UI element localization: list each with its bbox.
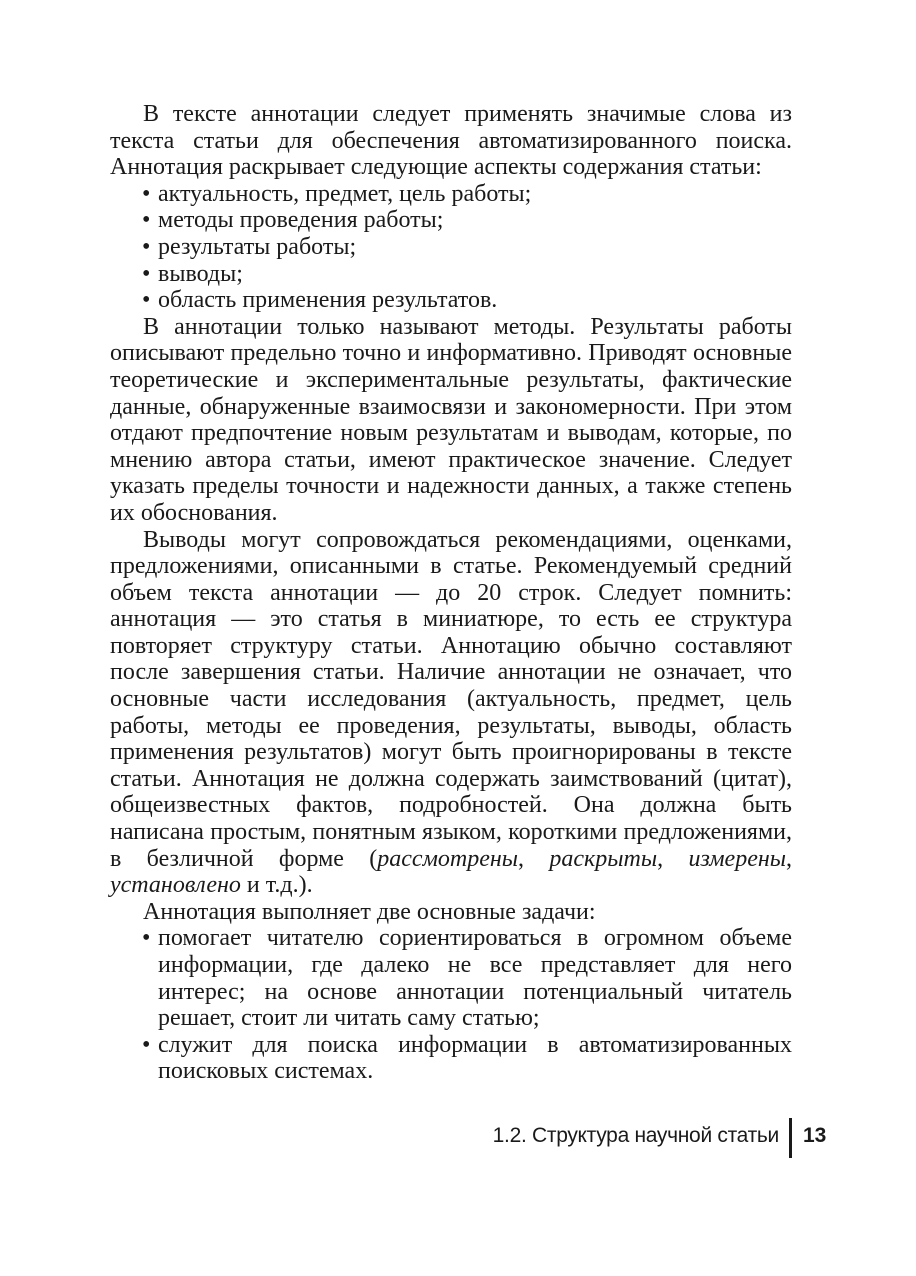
page-number: 13	[803, 1124, 827, 1147]
page-footer	[0, 1118, 916, 1158]
list-item: • выводы;	[110, 261, 792, 288]
list-item: • область применения результатов.	[110, 287, 792, 314]
example-word: раскрыты	[549, 845, 658, 872]
example-word: измерены	[688, 845, 786, 872]
separator: ,	[657, 845, 689, 872]
list-item: • актуальность, предмет, цель работы;	[110, 181, 792, 208]
paragraph-2: В аннотации только называют методы. Результаты работы описывают предельно точно и информативно. Приводят основные теоретические и экспериментальные результаты, фактические данные, обнаруженные взаимосвязи и закономерности. При этом отдают предпочтение новым результатам и выводам, которые, по мнению автора статьи, имеют практическое значение. Следует указать пределы точности и надежности данных, а также степень их обоснования.	[110, 313, 792, 526]
running-section-title: 1.2. Структура научной статьи	[492, 1124, 779, 1147]
paragraph-4: Аннотация выполняет две основные задачи:	[143, 898, 596, 925]
tasks-list	[110, 925, 792, 1085]
paragraph-3-tail: и т.д.).	[240, 872, 313, 899]
list-item: • результаты работы;	[110, 234, 792, 261]
paragraph-3	[110, 527, 792, 899]
list-item: • помогает читателю сориентироваться в огромном объеме информации, где далеко не все представляет для него интерес; на основе аннотации потенциальный читатель решает, стоит ли читать саму статью;	[110, 925, 792, 1031]
example-word: установлено	[110, 872, 241, 899]
example-word: рассмотрены	[377, 845, 519, 872]
list-item: • методы проведения работы;	[110, 207, 792, 234]
body-text	[110, 101, 792, 1085]
paragraph-3-text: Выводы могут сопровождаться рекомендациями, оценками, предложениями, описанными в статье. Рекомендуемый средний объем текста аннотации — до 20 строк. Следует помнить: аннотация — это статья в миниатюре, то есть ее структура повторяет структуру статьи. Аннотацию обычно составляют после завершения статьи. Наличие аннотации не означает, что основные части исследования (актуальность, предмет, цель работы, методы ее проведения, результаты, выводы, область применения результатов) могут быть проигнорированы в тексте статьи. Аннотация не должна содержать заимствований (цитат), общеизвестных фактов, подробностей. Она должна быть написана простым, понятным языком, короткими предложениями, в безличной форме (	[110, 526, 792, 872]
separator: ,	[786, 845, 792, 872]
footer-divider	[789, 1118, 792, 1158]
aspects-list	[110, 181, 792, 314]
list-item: • служит для поиска информации в автоматизированных поисковых системах.	[110, 1032, 792, 1085]
paragraph-1: В тексте аннотации следует применять значимые слова из текста статьи для обеспечения автоматизированного поиска. Аннотация раскрывает следующие аспекты содержания статьи:	[110, 101, 792, 181]
separator: ,	[518, 845, 550, 872]
